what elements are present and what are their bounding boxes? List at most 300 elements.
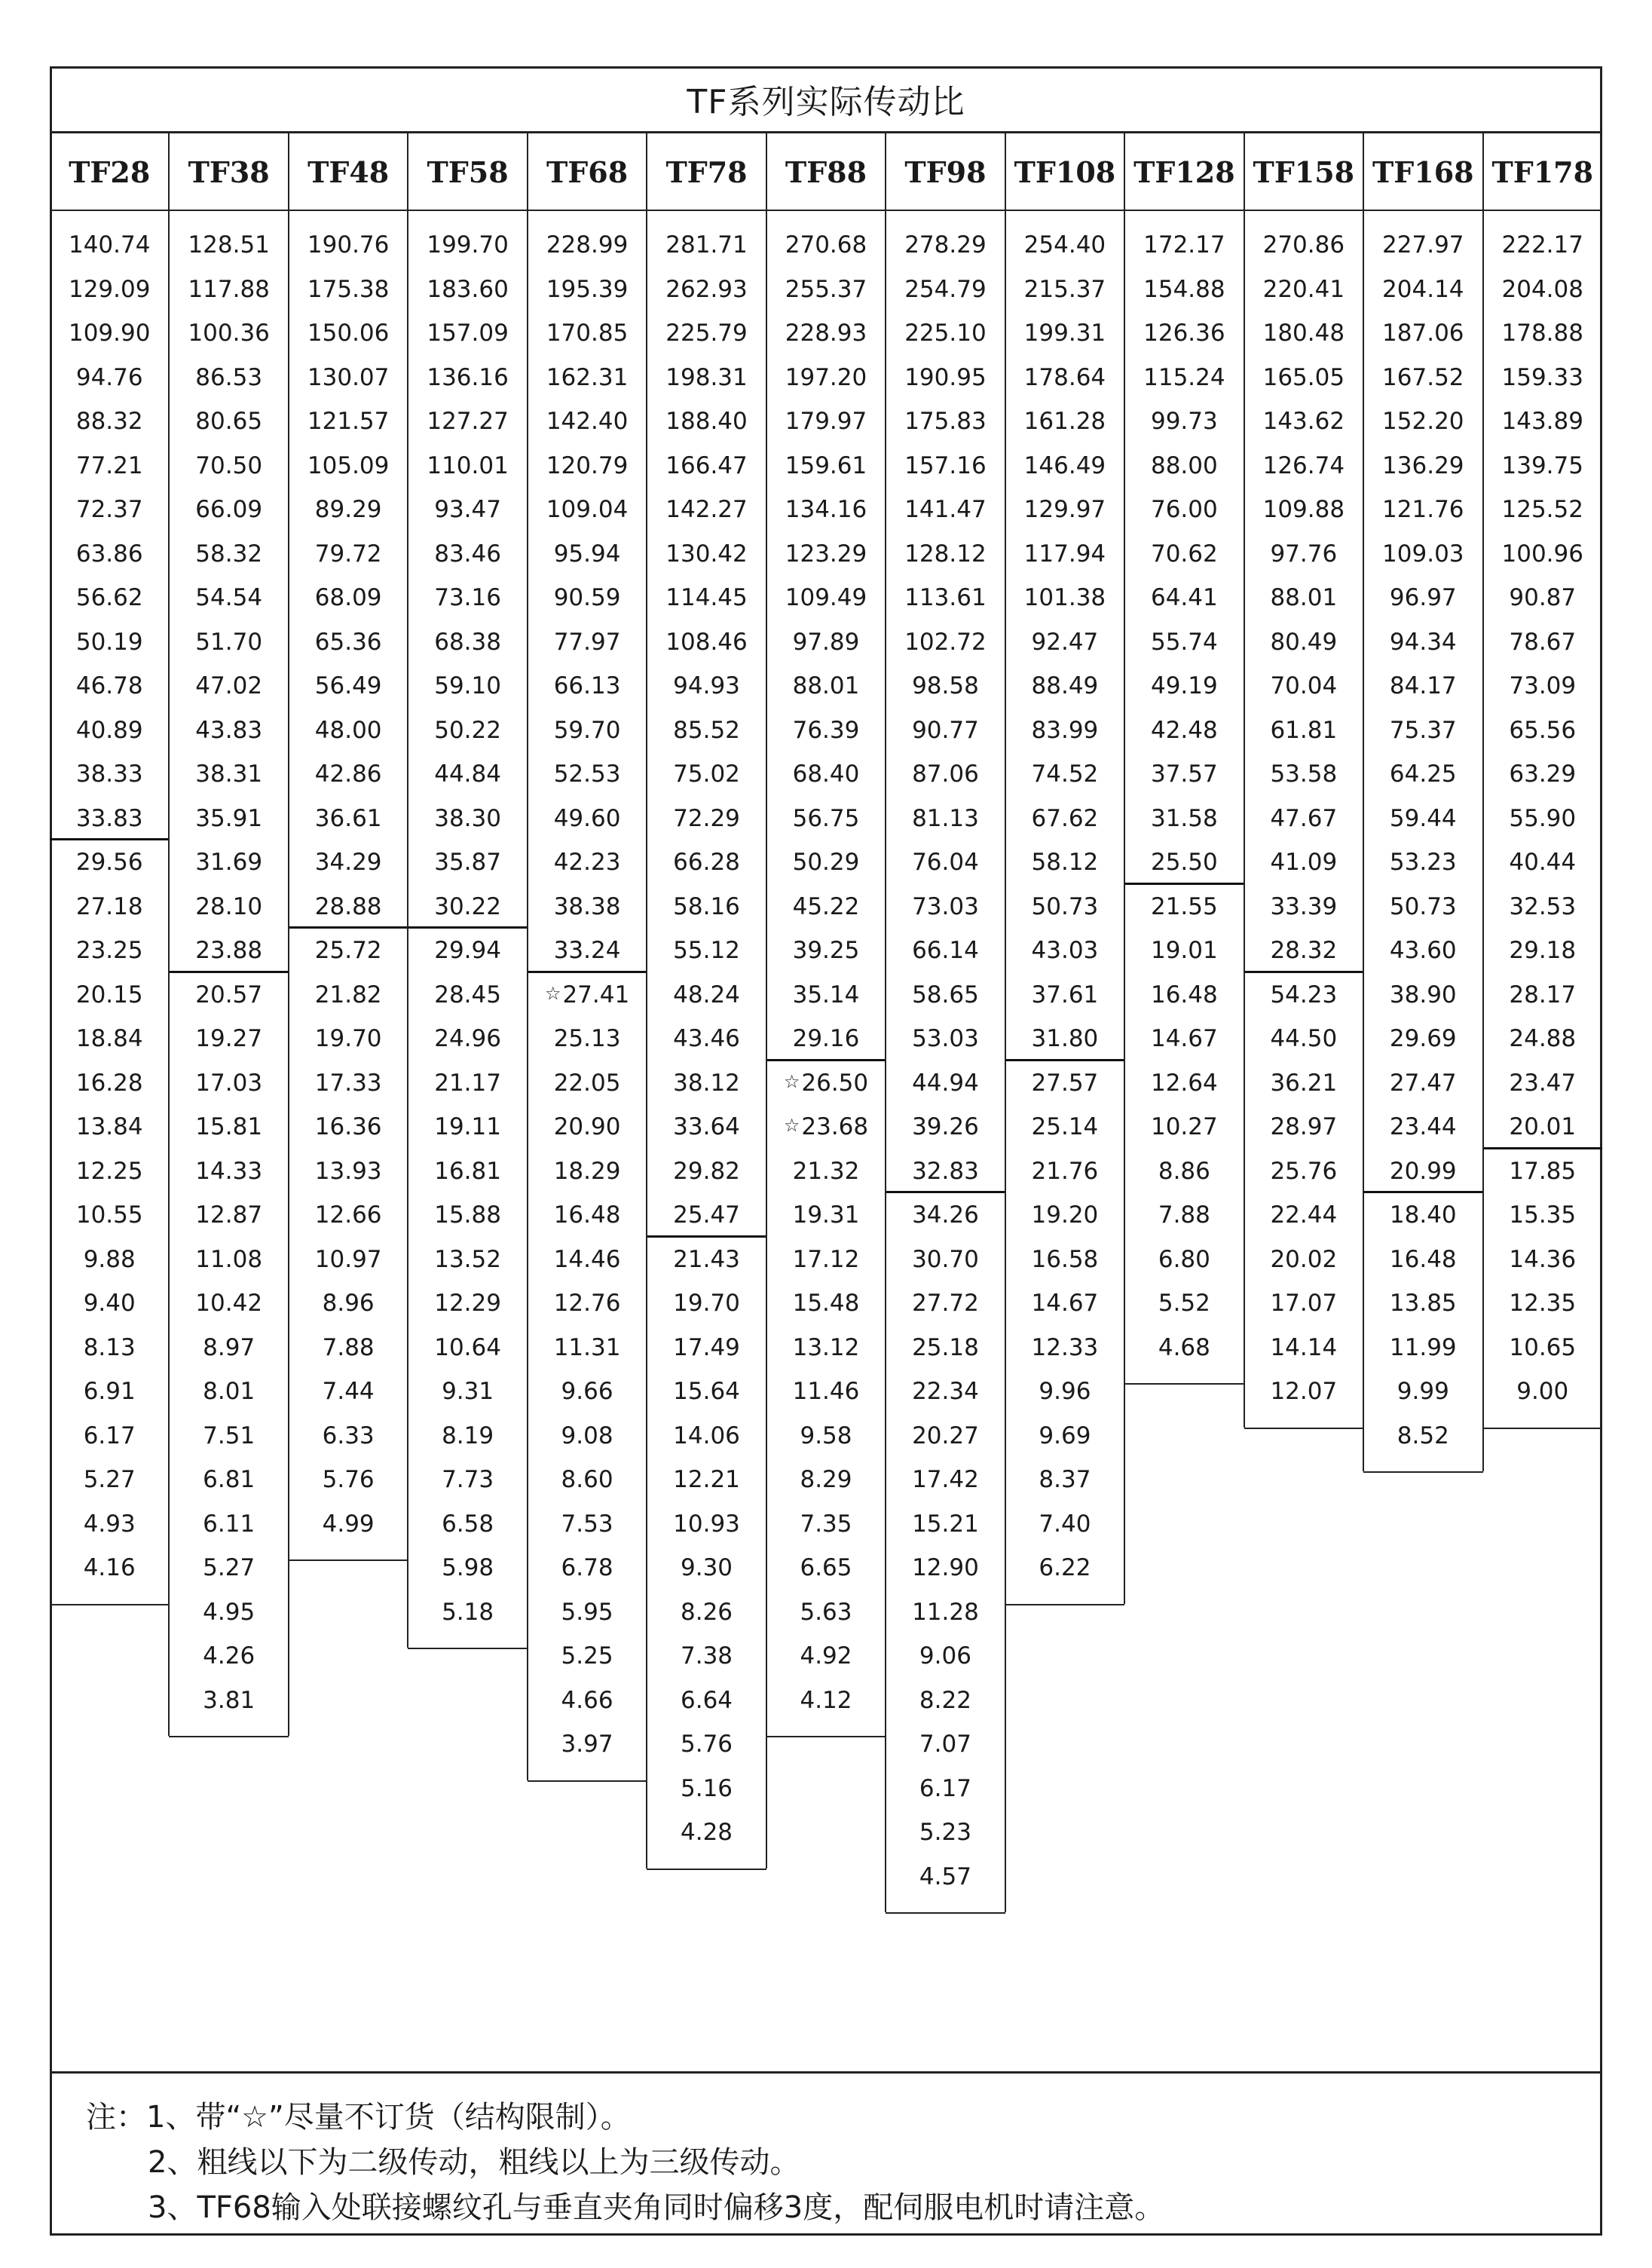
ratio-cell xyxy=(1244,223,1363,268)
ratio-cell xyxy=(50,1017,169,1061)
ratio-cell xyxy=(766,1326,886,1370)
ratio-cell xyxy=(50,576,169,620)
ratio-cell xyxy=(647,444,766,488)
ratio-cell xyxy=(50,311,169,356)
ratio-value: 5.76 xyxy=(322,1466,375,1493)
ratio-cell xyxy=(408,929,527,973)
column-header: TF168 xyxy=(1372,155,1474,189)
ratio-cell xyxy=(528,1238,647,1282)
ratio-value: 53.58 xyxy=(1270,761,1338,788)
ratio-value: 65.36 xyxy=(314,628,382,656)
ratio-value: 8.60 xyxy=(561,1466,613,1493)
ratio-cell xyxy=(408,1546,527,1590)
ratio-cell xyxy=(528,532,647,577)
ratio-cell xyxy=(169,620,288,665)
ratio-value: 18.40 xyxy=(1389,1201,1457,1229)
ratio-cell xyxy=(1124,664,1244,709)
ratio-cell xyxy=(886,268,1005,312)
ratio-cell xyxy=(1483,488,1602,532)
ratio-cell xyxy=(50,840,169,885)
ratio-cell xyxy=(289,268,408,312)
ratio-cell xyxy=(1483,1061,1602,1106)
ratio-cell xyxy=(886,1414,1005,1458)
ratio-cell xyxy=(289,223,408,268)
column-tf88 xyxy=(766,133,886,1736)
ratio-value: 20.01 xyxy=(1509,1113,1577,1140)
ratio-value: 27.47 xyxy=(1389,1069,1457,1097)
ratio-value: 15.35 xyxy=(1509,1201,1577,1229)
ratio-cell xyxy=(766,576,886,620)
ratio-cell xyxy=(766,1546,886,1590)
ratio-value: 154.88 xyxy=(1143,275,1225,303)
ratio-cell xyxy=(766,1590,886,1635)
ratio-value: 127.27 xyxy=(427,408,509,435)
ratio-cell xyxy=(1005,1370,1124,1414)
ratio-value: 220.41 xyxy=(1262,275,1345,303)
ratio-cell xyxy=(766,1414,886,1458)
ratio-value: 3.97 xyxy=(561,1731,613,1758)
ratio-value: 85.52 xyxy=(673,716,740,744)
ratio-cell xyxy=(1483,356,1602,400)
ratio-cell xyxy=(289,1105,408,1149)
ratio-value: 128.12 xyxy=(904,540,987,568)
ratio-value: 16.36 xyxy=(314,1113,382,1140)
ratio-cell xyxy=(886,1722,1005,1767)
ratio-cell xyxy=(528,1546,647,1590)
ratio-cell xyxy=(886,620,1005,665)
ratio-value: 43.60 xyxy=(1389,937,1457,964)
ratio-cell xyxy=(1124,311,1244,356)
ratio-cell xyxy=(408,576,527,620)
ratio-cell xyxy=(289,488,408,532)
ratio-cell xyxy=(408,444,527,488)
ratio-cell xyxy=(886,1326,1005,1370)
ratio-value: 73.16 xyxy=(434,584,501,611)
ratio-cell xyxy=(886,752,1005,797)
ratio-value: 129.09 xyxy=(68,275,151,303)
ratio-value: 204.08 xyxy=(1501,275,1583,303)
ratio-cell xyxy=(1124,576,1244,620)
ratio-value: 12.29 xyxy=(434,1290,501,1317)
ratio-cell xyxy=(169,1370,288,1414)
column-tf168 xyxy=(1363,133,1482,1471)
ratio-cell xyxy=(528,356,647,400)
star-icon: ☆ xyxy=(783,1115,800,1136)
ratio-value: 8.37 xyxy=(1039,1466,1091,1493)
column-tf78 xyxy=(647,133,766,1869)
ratio-cell xyxy=(1124,1017,1244,1061)
ratio-cell xyxy=(528,1722,647,1767)
ratio-cell xyxy=(1124,1193,1244,1238)
ratio-value: 98.58 xyxy=(912,672,979,699)
note-1: 注：1、带“☆”尽量不订货（结构限制）。 xyxy=(86,2100,631,2135)
ratio-cell xyxy=(1483,840,1602,885)
ratio-value: 66.13 xyxy=(553,672,621,699)
ratio-cell xyxy=(289,1281,408,1326)
ratio-cell xyxy=(50,488,169,532)
ratio-cell xyxy=(408,311,527,356)
ratio-cell xyxy=(886,311,1005,356)
ratio-cell xyxy=(1124,488,1244,532)
ratio-value: 152.20 xyxy=(1382,408,1464,435)
ratio-cell xyxy=(169,444,288,488)
ratio-value: 29.16 xyxy=(792,1025,860,1052)
ratio-value: 67.62 xyxy=(1031,804,1099,832)
ratio-value: 89.29 xyxy=(314,496,382,523)
ratio-cell xyxy=(766,532,886,577)
ratio-cell xyxy=(1124,709,1244,753)
ratio-value: 72.37 xyxy=(75,496,143,523)
ratio-value: 86.53 xyxy=(195,363,263,391)
ratio-value: 4.26 xyxy=(203,1642,255,1670)
ratio-value: 18.84 xyxy=(75,1025,143,1052)
ratio-value: 81.13 xyxy=(912,804,979,832)
ratio-value: 32.83 xyxy=(912,1157,979,1185)
ratio-cell xyxy=(408,1370,527,1414)
ratio-cell xyxy=(1005,1193,1124,1238)
ratio-cell xyxy=(528,973,647,1018)
ratio-value: 15.81 xyxy=(195,1113,263,1140)
ratio-value: 10.97 xyxy=(314,1245,382,1273)
ratio-value: 8.13 xyxy=(83,1333,136,1361)
ratio-cell xyxy=(1244,268,1363,312)
ratio-cell xyxy=(289,356,408,400)
ratio-cell xyxy=(1005,840,1124,885)
ratio-cell xyxy=(289,1326,408,1370)
ratio-cell xyxy=(1005,797,1124,841)
ratio-cell xyxy=(169,973,288,1018)
ratio-cell xyxy=(1483,620,1602,665)
ratio-value: 88.32 xyxy=(75,408,143,435)
ratio-cell xyxy=(1005,1017,1124,1061)
ratio-cell xyxy=(1483,1281,1602,1326)
ratio-cell xyxy=(766,973,886,1018)
ratio-values xyxy=(289,223,408,1546)
ratio-value: 55.74 xyxy=(1150,628,1218,656)
ratio-value: 54.54 xyxy=(195,584,263,611)
ratio-cell xyxy=(766,709,886,753)
ratio-cell xyxy=(1005,1546,1124,1590)
ratio-cell xyxy=(1244,752,1363,797)
ratio-value: 20.02 xyxy=(1270,1245,1338,1273)
ratio-cell xyxy=(647,664,766,709)
column-header: TF58 xyxy=(427,155,509,189)
ratio-value: 38.30 xyxy=(434,804,501,832)
ratio-value: 10.64 xyxy=(434,1333,501,1361)
ratio-cell xyxy=(289,620,408,665)
ratio-cell xyxy=(169,1546,288,1590)
ratio-value: 76.39 xyxy=(792,716,860,744)
ratio-value: 126.36 xyxy=(1143,320,1225,347)
ratio-value: 46.78 xyxy=(75,672,143,699)
ratio-value: 25.47 xyxy=(673,1201,740,1229)
ratio-value: 24.96 xyxy=(434,1025,501,1052)
ratio-values xyxy=(408,223,527,1634)
ratio-value: 9.99 xyxy=(1397,1378,1449,1405)
ratio-cell xyxy=(647,1061,766,1106)
ratio-value: 10.65 xyxy=(1509,1333,1577,1361)
ratio-cell xyxy=(1124,268,1244,312)
ratio-value: 53.03 xyxy=(912,1025,979,1052)
ratio-cell xyxy=(50,399,169,444)
ratio-value: 100.36 xyxy=(188,320,270,347)
ratio-cell xyxy=(169,1590,288,1635)
ratio-value: 64.25 xyxy=(1389,761,1457,788)
ratio-value: 29.69 xyxy=(1389,1025,1457,1052)
ratio-cell xyxy=(766,1149,886,1194)
ratio-value: 28.10 xyxy=(195,892,263,920)
ratio-cell xyxy=(528,444,647,488)
ratio-value: 197.20 xyxy=(785,363,867,391)
ratio-cell xyxy=(886,885,1005,929)
ratio-cell xyxy=(289,1017,408,1061)
ratio-cell xyxy=(289,532,408,577)
ratio-cell xyxy=(528,1193,647,1238)
ratio-value: 90.77 xyxy=(912,716,979,744)
ratio-value: 41.09 xyxy=(1270,849,1338,876)
ratio-value: 109.90 xyxy=(68,320,151,347)
ratio-value: 83.46 xyxy=(434,540,501,568)
ratio-cell xyxy=(289,709,408,753)
ratio-value: 17.42 xyxy=(912,1466,979,1493)
column-header: TF48 xyxy=(307,155,390,189)
ratio-cell xyxy=(408,399,527,444)
ratio-cell xyxy=(647,840,766,885)
ratio-cell xyxy=(1363,488,1482,532)
ratio-value: 93.47 xyxy=(434,496,501,523)
ratio-value: 120.79 xyxy=(546,451,629,479)
ratio-value: 13.12 xyxy=(792,1333,860,1361)
ratio-cell xyxy=(766,1370,886,1414)
ratio-value: 9.31 xyxy=(442,1378,494,1405)
star-icon: ☆ xyxy=(783,1070,800,1092)
ratio-cell xyxy=(408,1502,527,1547)
ratio-cell xyxy=(1363,223,1482,268)
ratio-cell xyxy=(50,1061,169,1106)
ratio-value: 73.03 xyxy=(912,892,979,920)
ratio-value: 121.76 xyxy=(1382,496,1464,523)
ratio-cell xyxy=(50,929,169,973)
ratio-cell xyxy=(886,1281,1005,1326)
ratio-cell xyxy=(169,1017,288,1061)
ratio-cell xyxy=(289,840,408,885)
ratio-cell xyxy=(1124,444,1244,488)
ratio-cell xyxy=(528,1414,647,1458)
ratio-value: 9.58 xyxy=(800,1422,852,1449)
ratio-cell xyxy=(647,311,766,356)
ratio-value: 39.25 xyxy=(792,937,860,964)
ratio-cell xyxy=(408,752,527,797)
ratio-cell xyxy=(1124,1061,1244,1106)
ratio-value: 28.88 xyxy=(314,892,382,920)
ratio-value: 178.88 xyxy=(1501,320,1583,347)
ratio-cell xyxy=(766,1679,886,1723)
ratio-value: 262.93 xyxy=(665,275,748,303)
ratio-value: 49.60 xyxy=(553,804,621,832)
ratio-value: 136.16 xyxy=(427,363,509,391)
ratio-value: 94.34 xyxy=(1389,628,1457,656)
ratio-value: 49.19 xyxy=(1150,672,1218,699)
ratio-value: 17.12 xyxy=(792,1245,860,1273)
ratio-cell xyxy=(1363,973,1482,1018)
ratio-cell xyxy=(408,488,527,532)
ratio-value: 36.61 xyxy=(314,804,382,832)
ratio-cell xyxy=(1005,1061,1124,1106)
ratio-cell xyxy=(528,797,647,841)
ratio-value: 55.90 xyxy=(1509,804,1577,832)
ratio-value: 20.15 xyxy=(75,981,143,1009)
ratio-cell xyxy=(1005,268,1124,312)
ratio-value: 281.71 xyxy=(665,231,748,259)
ratio-cell xyxy=(50,1326,169,1370)
ratio-value: 123.29 xyxy=(785,540,867,568)
ratio-cell xyxy=(1124,399,1244,444)
ratio-value: 254.40 xyxy=(1023,231,1106,259)
ratio-cell xyxy=(169,1634,288,1679)
ratio-values xyxy=(528,223,647,1767)
ratio-value: 32.53 xyxy=(1509,892,1577,920)
ratio-cell xyxy=(50,356,169,400)
ratio-value: 5.23 xyxy=(919,1819,971,1846)
ratio-value: 8.19 xyxy=(442,1422,494,1449)
ratio-value: 77.21 xyxy=(75,451,143,479)
ratio-value: 38.31 xyxy=(195,761,263,788)
column-header: TF158 xyxy=(1253,155,1355,189)
ratio-value: 10.55 xyxy=(75,1201,143,1229)
ratio-value: 6.81 xyxy=(203,1466,255,1493)
ratio-value: 68.38 xyxy=(434,628,501,656)
ratio-value: 23.44 xyxy=(1389,1113,1457,1140)
ratio-value: 43.83 xyxy=(195,716,263,744)
ratio-cell xyxy=(1363,664,1482,709)
ratio-cell xyxy=(647,1679,766,1723)
ratio-value: 51.70 xyxy=(195,628,263,656)
ratio-cell xyxy=(408,1414,527,1458)
ratio-cell xyxy=(1363,1149,1482,1194)
ratio-value: 27.41 xyxy=(562,981,630,1009)
ratio-value: 270.86 xyxy=(1262,231,1345,259)
ratio-values xyxy=(50,223,169,1590)
ratio-value: 68.40 xyxy=(792,761,860,788)
ratio-cell xyxy=(647,1546,766,1590)
ratio-value: 59.70 xyxy=(553,716,621,744)
ratio-cell xyxy=(1363,1017,1482,1061)
column-border xyxy=(766,133,767,1736)
ratio-cell xyxy=(528,1458,647,1502)
ratio-cell xyxy=(1005,885,1124,929)
ratio-cell xyxy=(50,664,169,709)
ratio-cell xyxy=(169,1502,288,1547)
ratio-cell xyxy=(886,1679,1005,1723)
ratio-value: 20.57 xyxy=(195,981,263,1009)
ratio-value: 30.70 xyxy=(912,1245,979,1273)
ratio-value: 37.61 xyxy=(1031,981,1099,1009)
ratio-cell xyxy=(886,664,1005,709)
ratio-cell xyxy=(528,929,647,973)
ratio-value: 16.81 xyxy=(434,1157,501,1185)
ratio-value: 28.17 xyxy=(1509,981,1577,1009)
ratio-value: 161.28 xyxy=(1023,408,1106,435)
ratio-value: 16.48 xyxy=(1150,981,1218,1009)
ratio-value: 228.99 xyxy=(546,231,629,259)
ratio-cell xyxy=(647,1810,766,1855)
ratio-value: 44.94 xyxy=(912,1069,979,1097)
ratio-cell xyxy=(886,532,1005,577)
ratio-values xyxy=(886,223,1005,1899)
ratio-cell xyxy=(528,576,647,620)
ratio-cell xyxy=(1244,444,1363,488)
ratio-cell xyxy=(169,1281,288,1326)
ratio-cell xyxy=(528,1281,647,1326)
ratio-value: 11.28 xyxy=(912,1598,979,1626)
ratio-value: 12.21 xyxy=(673,1466,740,1493)
ratio-cell xyxy=(766,752,886,797)
ratio-value: 166.47 xyxy=(665,451,748,479)
ratio-cell xyxy=(1363,709,1482,753)
ratio-cell xyxy=(1124,620,1244,665)
ratio-cell xyxy=(408,1238,527,1282)
ratio-value: 16.48 xyxy=(553,1201,621,1229)
ratio-value: 105.09 xyxy=(307,451,390,479)
ratio-value: 4.68 xyxy=(1158,1333,1210,1361)
ratio-value: 9.96 xyxy=(1039,1378,1091,1405)
ratio-value: 130.07 xyxy=(307,363,390,391)
ratio-cell xyxy=(1483,1105,1602,1149)
ratio-cell xyxy=(1244,1149,1363,1194)
ratio-value: 20.90 xyxy=(553,1113,621,1140)
ratio-cell xyxy=(1363,268,1482,312)
ratio-value: 25.72 xyxy=(314,937,382,964)
ratio-value: 37.57 xyxy=(1150,761,1218,788)
ratio-value: 23.47 xyxy=(1509,1069,1577,1097)
ratio-value: 11.99 xyxy=(1389,1333,1457,1361)
ratio-cell xyxy=(169,268,288,312)
ratio-cell xyxy=(289,1370,408,1414)
ratio-cell xyxy=(289,1238,408,1282)
column-bottom-border xyxy=(766,1736,886,1737)
ratio-cell xyxy=(886,929,1005,973)
ratio-value: 13.85 xyxy=(1389,1290,1457,1317)
ratio-cell xyxy=(289,399,408,444)
ratio-value: 78.67 xyxy=(1509,628,1577,656)
column-tf158 xyxy=(1244,133,1363,1428)
ratio-cell xyxy=(1005,223,1124,268)
ratio-cell xyxy=(50,1370,169,1414)
column-bottom-border xyxy=(169,1736,288,1737)
ratio-value: 38.33 xyxy=(75,761,143,788)
ratio-value: 22.05 xyxy=(553,1069,621,1097)
ratio-cell xyxy=(886,223,1005,268)
ratio-cell xyxy=(766,840,886,885)
ratio-cell xyxy=(1005,1238,1124,1282)
ratio-cell xyxy=(766,664,886,709)
ratio-value: 8.22 xyxy=(919,1686,971,1714)
ratio-cell xyxy=(647,399,766,444)
ratio-cell xyxy=(408,885,527,929)
column-bottom-border xyxy=(50,1604,169,1605)
column-header: TF68 xyxy=(546,155,629,189)
ratio-cell xyxy=(886,1238,1005,1282)
ratio-value: 134.16 xyxy=(785,496,867,523)
ratio-value: 170.85 xyxy=(546,320,629,347)
ratio-value: 159.61 xyxy=(785,451,867,479)
ratio-cell xyxy=(1363,1326,1482,1370)
ratio-cell xyxy=(766,885,886,929)
ratio-value: 15.64 xyxy=(673,1378,740,1405)
column-tf58 xyxy=(408,133,527,1648)
ratio-cell xyxy=(1244,797,1363,841)
ratio-value: 33.64 xyxy=(673,1113,740,1140)
